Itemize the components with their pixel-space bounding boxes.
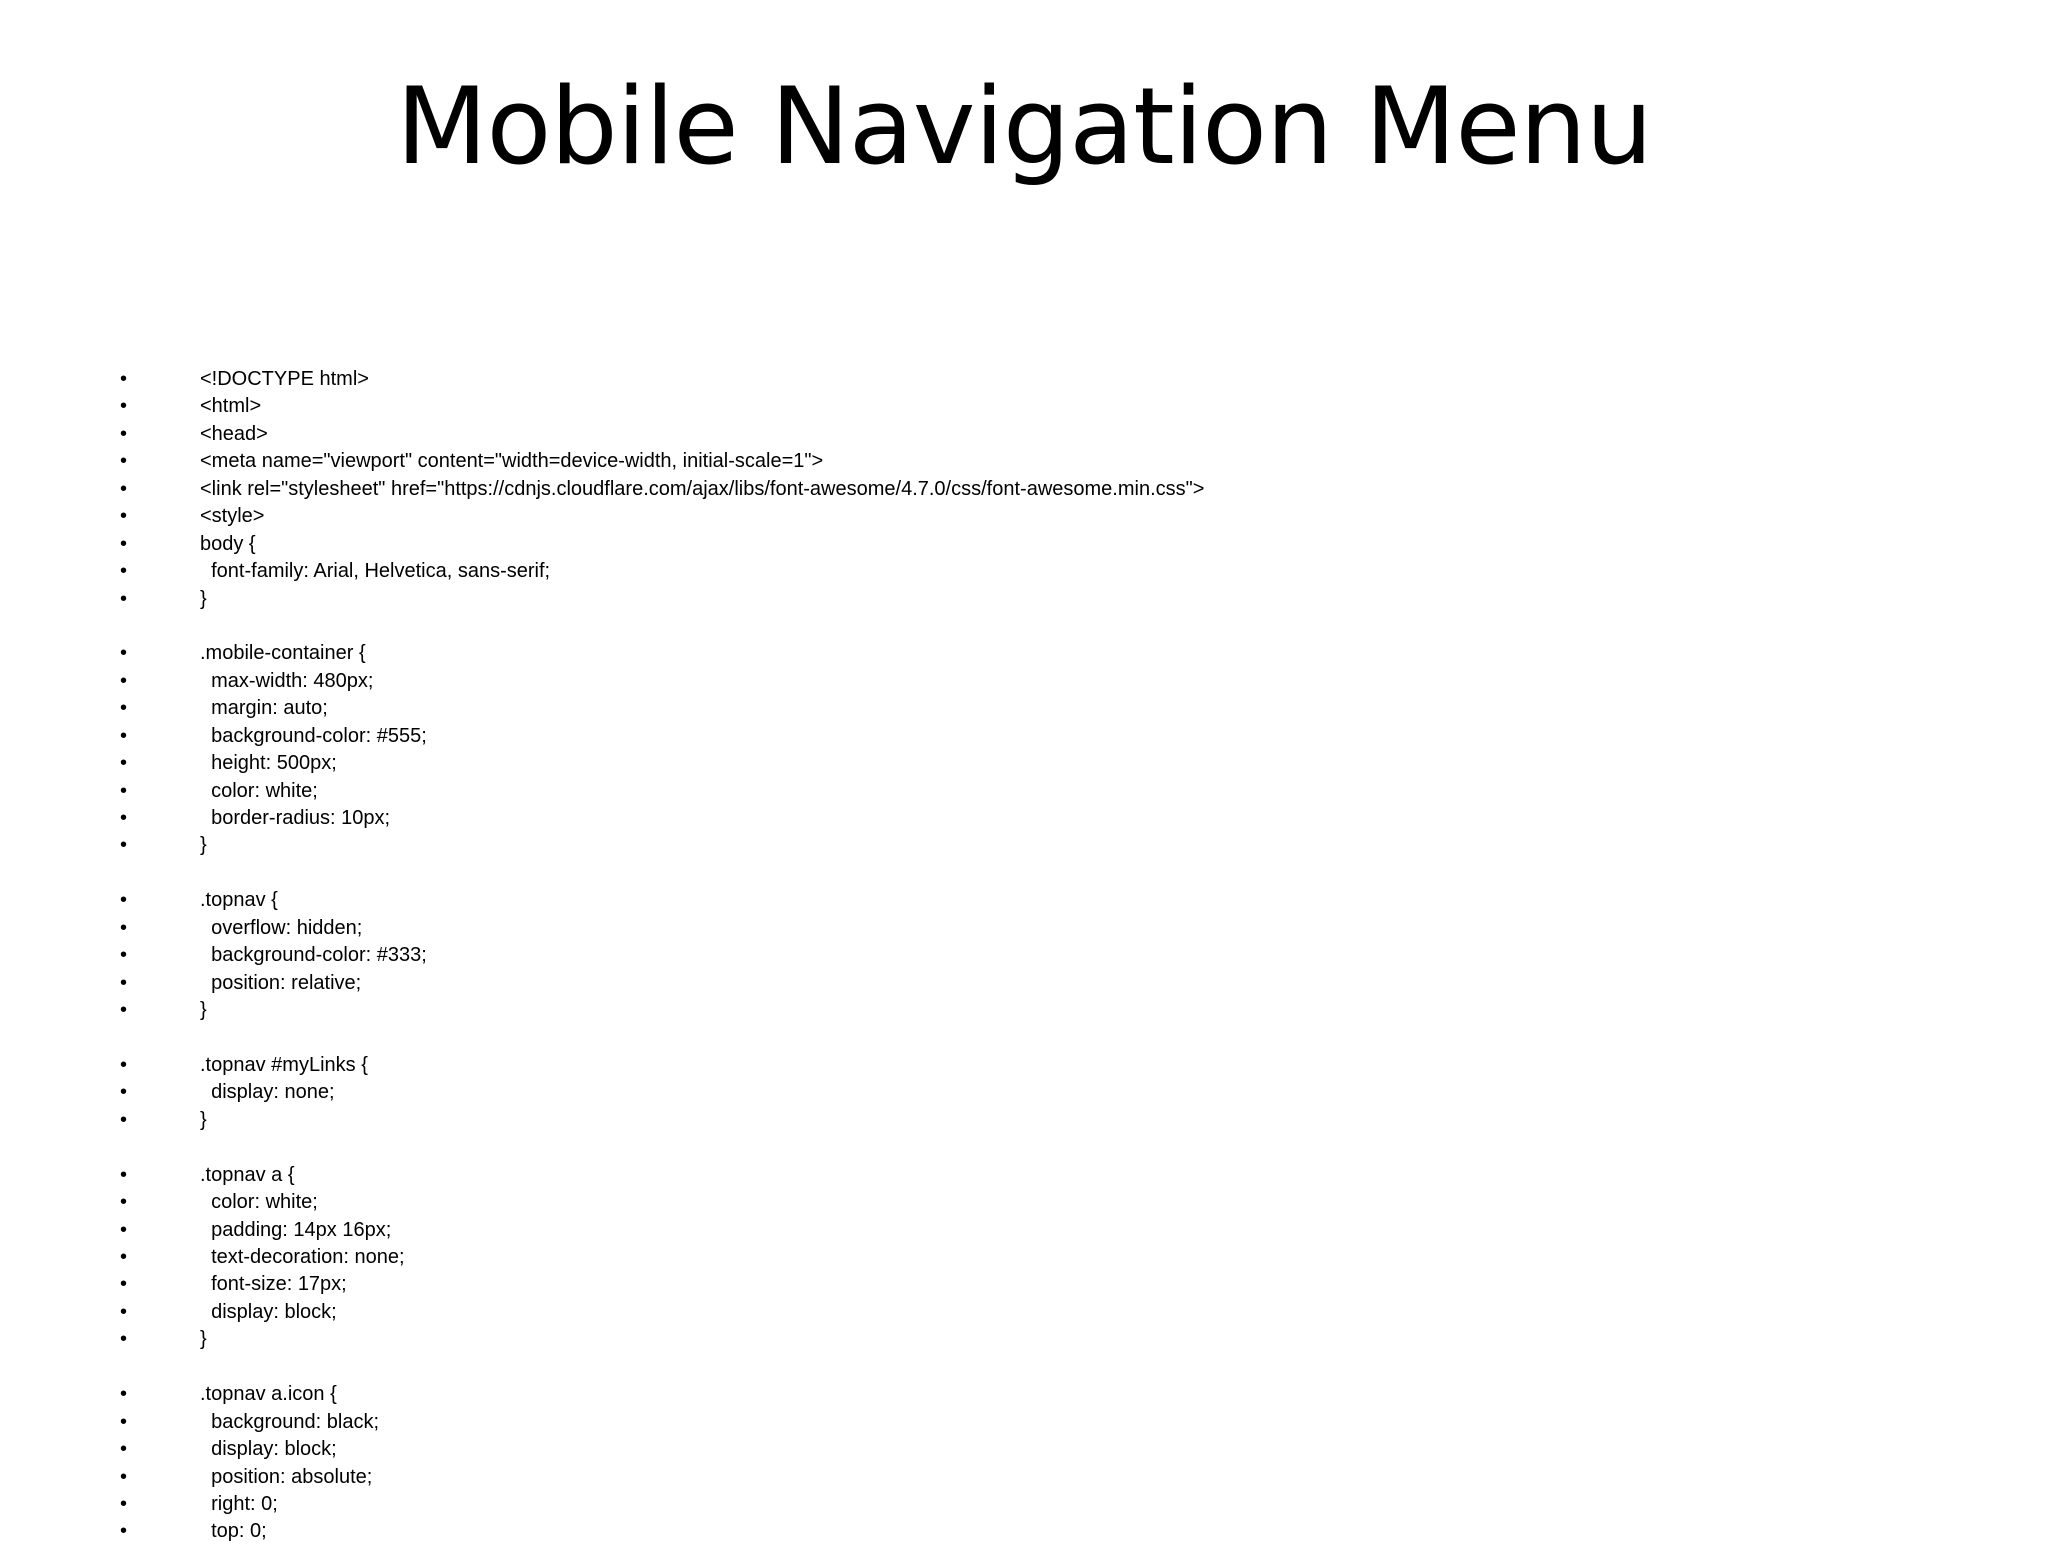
code-line-text: .topnav a { bbox=[200, 1163, 295, 1186]
code-line-text: margin: auto; bbox=[200, 697, 328, 720]
bullet-icon: • bbox=[120, 1300, 128, 1323]
bullet-icon: • bbox=[120, 1273, 128, 1296]
code-line-text: <meta name="viewport" content="width=device-width, initial-scale=1"> bbox=[200, 450, 824, 473]
code-line bbox=[0, 887, 2048, 914]
bullet-icon: • bbox=[120, 642, 128, 665]
bullet-icon: • bbox=[120, 669, 128, 692]
code-line-text: font-family: Arial, Helvetica, sans-serif; bbox=[200, 560, 551, 583]
code-line bbox=[0, 1491, 2048, 1518]
code-line bbox=[0, 695, 2048, 722]
code-line-text: } bbox=[200, 1328, 207, 1351]
code-line-text: .topnav #myLinks { bbox=[200, 1053, 368, 1076]
code-line-text: <html> bbox=[200, 395, 262, 418]
code-line bbox=[0, 723, 2048, 750]
bullet-icon: • bbox=[120, 1246, 128, 1268]
blank-line bbox=[0, 613, 2048, 640]
bullet-icon: • bbox=[120, 450, 128, 473]
code-line-text: height: 500px; bbox=[200, 752, 337, 775]
code-line bbox=[0, 586, 2048, 613]
bullet-icon: • bbox=[120, 395, 128, 418]
code-line-text: border-radius: 10px; bbox=[200, 807, 391, 829]
code-line bbox=[0, 448, 2048, 475]
code-line bbox=[0, 915, 2048, 942]
bullet-icon: • bbox=[120, 697, 128, 720]
bullet-icon: • bbox=[120, 532, 128, 555]
code-line-text: <style> bbox=[200, 505, 265, 528]
code-line bbox=[0, 805, 2048, 832]
bullet-icon: • bbox=[120, 944, 128, 967]
code-line bbox=[0, 942, 2048, 969]
code-line-text: <head> bbox=[200, 422, 268, 445]
code-line-text: top: 0; bbox=[200, 1520, 267, 1543]
code-line bbox=[0, 970, 2048, 997]
code-line-text: max-width: 480px; bbox=[200, 669, 374, 692]
code-line-text: .mobile-container { bbox=[200, 642, 366, 665]
bullet-icon: • bbox=[120, 1191, 128, 1214]
code-line bbox=[0, 1052, 2048, 1079]
code-line-text: background-color: #555; bbox=[200, 724, 427, 747]
bullet-icon: • bbox=[120, 1520, 128, 1543]
code-line-text: display: block; bbox=[200, 1438, 337, 1461]
code-line-text: text-decoration: none; bbox=[200, 1246, 405, 1268]
slide-title: Mobile Navigation Menu bbox=[396, 65, 1652, 188]
code-line bbox=[0, 668, 2048, 695]
bullet-icon: • bbox=[120, 587, 128, 610]
code-line bbox=[0, 1107, 2048, 1134]
bullet-icon: • bbox=[120, 1053, 128, 1076]
code-line-text: overflow: hidden; bbox=[200, 916, 363, 939]
code-line bbox=[0, 1518, 2048, 1545]
bullet-icon: • bbox=[120, 1081, 128, 1104]
code-line bbox=[0, 1271, 2048, 1298]
code-line bbox=[0, 366, 2048, 393]
code-line bbox=[0, 1464, 2048, 1491]
code-line-text: color: white; bbox=[200, 1191, 318, 1214]
bullet-icon: • bbox=[120, 1492, 128, 1515]
bullet-icon: • bbox=[120, 1328, 128, 1351]
code-line-text: position: relative; bbox=[200, 971, 362, 994]
code-line-text: color: white; bbox=[200, 779, 318, 802]
code-bullet-list bbox=[0, 366, 2048, 1546]
code-line-text: } bbox=[200, 587, 207, 610]
bullet-icon: • bbox=[120, 752, 128, 775]
code-line bbox=[0, 1079, 2048, 1106]
code-line-text: padding: 14px 16px; bbox=[200, 1218, 392, 1241]
code-line-text: <!DOCTYPE html> bbox=[200, 368, 369, 390]
bullet-icon: • bbox=[120, 971, 128, 994]
code-line bbox=[0, 393, 2048, 420]
code-line-text: body { bbox=[200, 532, 256, 555]
code-line bbox=[0, 1244, 2048, 1271]
bullet-icon: • bbox=[120, 1218, 128, 1241]
code-line bbox=[0, 558, 2048, 585]
bullet-icon: • bbox=[120, 999, 128, 1022]
code-line bbox=[0, 1436, 2048, 1463]
code-line bbox=[0, 1189, 2048, 1216]
code-line bbox=[0, 750, 2048, 777]
bullet-icon: • bbox=[120, 1383, 128, 1406]
code-line-text: display: none; bbox=[200, 1081, 335, 1104]
bullet-icon: • bbox=[120, 505, 128, 528]
code-line-text: .topnav { bbox=[200, 889, 278, 912]
code-line-text: background: black; bbox=[200, 1410, 379, 1433]
blank-line bbox=[0, 1354, 2048, 1381]
bullet-icon: • bbox=[120, 1108, 128, 1131]
bullet-icon: • bbox=[120, 916, 128, 939]
code-line-text: display: block; bbox=[200, 1300, 337, 1323]
bullet-icon: • bbox=[120, 1465, 128, 1488]
bullet-icon: • bbox=[120, 1438, 128, 1461]
code-line bbox=[0, 997, 2048, 1024]
blank-line bbox=[0, 860, 2048, 887]
bullet-icon: • bbox=[120, 889, 128, 912]
bullet-icon: • bbox=[120, 422, 128, 445]
code-line bbox=[0, 1217, 2048, 1244]
bullet-icon: • bbox=[120, 724, 128, 747]
bullet-icon: • bbox=[120, 368, 128, 390]
bullet-icon: • bbox=[120, 560, 128, 583]
blank-line bbox=[0, 1134, 2048, 1161]
code-line bbox=[0, 476, 2048, 503]
code-line bbox=[0, 832, 2048, 859]
bullet-icon: • bbox=[120, 1410, 128, 1433]
code-line-text: } bbox=[200, 1108, 207, 1131]
bullet-icon: • bbox=[120, 779, 128, 802]
code-line bbox=[0, 1409, 2048, 1436]
code-line-text: font-size: 17px; bbox=[200, 1273, 347, 1296]
bullet-icon: • bbox=[120, 477, 128, 500]
code-line bbox=[0, 503, 2048, 530]
code-line bbox=[0, 1326, 2048, 1353]
blank-line bbox=[0, 1025, 2048, 1052]
code-line bbox=[0, 640, 2048, 667]
code-line bbox=[0, 778, 2048, 805]
code-line-text: position: absolute; bbox=[200, 1465, 373, 1488]
code-line bbox=[0, 1381, 2048, 1408]
code-line-text: } bbox=[200, 834, 207, 857]
bullet-icon: • bbox=[120, 807, 128, 829]
code-line bbox=[0, 421, 2048, 448]
code-line-text: } bbox=[200, 999, 207, 1022]
code-line-text: .topnav a.icon { bbox=[200, 1383, 337, 1406]
code-line bbox=[0, 1299, 2048, 1326]
bullet-icon: • bbox=[120, 1163, 128, 1186]
code-line bbox=[0, 1162, 2048, 1189]
code-line bbox=[0, 531, 2048, 558]
code-line-text: right: 0; bbox=[200, 1492, 278, 1515]
bullet-icon: • bbox=[120, 834, 128, 857]
code-line-text: <link rel="stylesheet" href="https://cdnjs.cloudflare.com/ajax/libs/font-awesome/4.7.0/css/font-awesome.min.css"> bbox=[200, 477, 1205, 500]
code-line-text: background-color: #333; bbox=[200, 944, 427, 967]
